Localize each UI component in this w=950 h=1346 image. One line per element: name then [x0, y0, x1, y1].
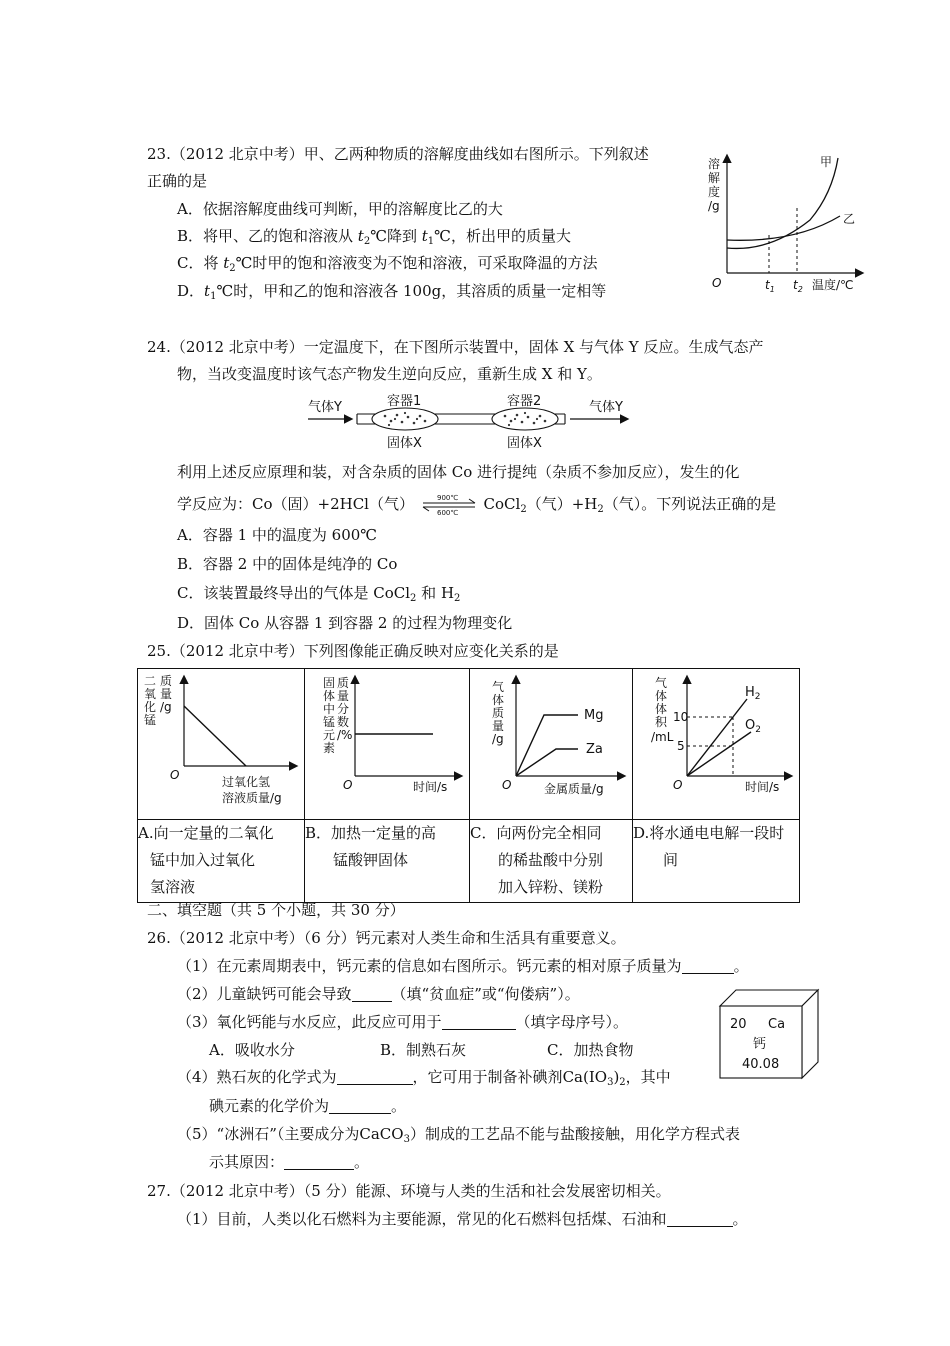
- q25-a-y6: 量: [160, 687, 173, 701]
- q23-t1-label: $t_1$: [765, 278, 775, 294]
- q25-b-y8: 量: [337, 689, 350, 703]
- q25-d-y4: 积: [655, 715, 668, 729]
- q25-table: [137, 668, 800, 903]
- calcium-atomic-mass: 40.08: [742, 1057, 780, 1072]
- q25-a-y3: 化: [144, 700, 157, 714]
- q23-ylabel-2: 解: [708, 171, 721, 185]
- q25-b-y3: 中: [323, 702, 336, 716]
- q25-c-za: Za: [586, 742, 603, 757]
- q26-stem: 26.（2012 北京中考）（6 分）钙元素对人类生命和生活具有重要意义。: [147, 929, 626, 947]
- q23-option-d: [177, 280, 606, 308]
- q24-temp-bottom: 600℃: [436, 509, 458, 515]
- q26-s3-a: （3）氧化钙能与水反应，此反应可用于: [177, 1013, 442, 1031]
- q23-label-jia: 甲: [820, 155, 833, 169]
- q24-option-c-sub2: 2: [454, 593, 461, 604]
- q25-c-y1: 气: [492, 680, 505, 694]
- q27-s1-end: 。: [732, 1210, 748, 1228]
- q23-ylabel-3: 度: [708, 185, 721, 199]
- q25-b-origin: O: [343, 778, 353, 792]
- q26-s2-blank[interactable]: [352, 985, 392, 1002]
- q24-container1-label: 容器1: [387, 394, 422, 409]
- q25-c-y4: 量: [492, 719, 505, 733]
- q26-s4-line2-blank[interactable]: [329, 1097, 391, 1114]
- q26-s5-line2: [209, 1151, 369, 1173]
- q26-s3-blank[interactable]: [442, 1013, 516, 1030]
- q26-s1: [177, 955, 749, 977]
- q26-s5-line2-text: 示其原因：: [209, 1153, 285, 1171]
- q25-d-origin: O: [673, 778, 683, 792]
- calcium-element-cell: [718, 988, 822, 1080]
- q23-curve-jia: [727, 158, 838, 248]
- q24-option-b: B．容器 2 中的固体是纯净的 Co: [177, 555, 398, 573]
- q26-s1-text: （1）在元素周期表中，钙元素的信息如右图所示。钙元素的相对原子质量为: [177, 957, 682, 975]
- q25-caption-d-1: D.将水通电电解一段时: [633, 824, 785, 842]
- q25-d-h2: $H_2$: [745, 685, 761, 702]
- q25-graph-c-mg: [516, 715, 578, 776]
- q24-reaction-cocl: CoCl: [483, 495, 521, 513]
- q25-c-x: 金属质量/g: [544, 782, 604, 796]
- q25-graph-c-cell: [470, 669, 633, 820]
- q25-caption-d: [633, 820, 800, 903]
- q24-solid2-label: 固体X: [507, 436, 542, 451]
- q25-b-y10: 数: [337, 715, 350, 729]
- q25-a-y7: /g: [160, 700, 172, 714]
- q24-container1: [372, 408, 438, 430]
- q23-stem-line1: 23.（2012 北京中考）甲、乙两种物质的溶解度曲线如右图所示。下列叙述: [147, 145, 649, 163]
- q25-graph-d: [633, 669, 799, 815]
- q25-d-y1: 气: [655, 676, 668, 690]
- q24-solid1-label: 固体X: [387, 436, 422, 451]
- q23-origin: O: [712, 276, 722, 290]
- q26-s4-b: ，它可用于制备补碘剂: [412, 1068, 563, 1086]
- q25-a-x1: 过氧化氢: [222, 775, 271, 789]
- q26-s5-b: ）制成的工艺品不能与盐酸接触，用化学方程式表: [409, 1125, 740, 1143]
- q24-para-line2: [177, 493, 776, 521]
- q25-d-o2: $O_2$: [745, 718, 761, 735]
- q25-b-y9: 分: [337, 702, 350, 716]
- q26-s4-line2: [209, 1095, 406, 1117]
- q24-stem-line1: 24.（2012 北京中考）一定温度下，在下图所示装置中，固体 X 与气体 Y 反应。生成气态产: [147, 338, 764, 356]
- q23-option-b-t2: t: [357, 227, 364, 245]
- q26-s4-blank[interactable]: [337, 1068, 413, 1085]
- section2-heading: 二、填空题（共 5 个小题，共 30 分）: [147, 901, 405, 919]
- q26-s4-line2-text: 碘元素的化学价为: [209, 1097, 330, 1115]
- calcium-atomic-number: 20: [730, 1017, 747, 1032]
- q26-s4: [177, 1066, 671, 1094]
- q24-gas-out-label: 气体Y: [589, 400, 623, 415]
- q25-b-y6: 素: [323, 741, 336, 755]
- q23-label-yi: 乙: [843, 212, 856, 226]
- q26-s4-formula-a: Ca(IO: [562, 1068, 608, 1086]
- q25-graph-d-h2: [687, 699, 747, 776]
- q25-graph-d-o2: [687, 732, 751, 776]
- q23-option-c-post: ℃时甲的饱和溶液变为不饱和溶液，可采取降温的方法: [235, 254, 598, 272]
- q24-option-c-sub1: 2: [410, 593, 417, 604]
- q25-graph-a: [138, 669, 304, 815]
- q27-s1: [177, 1208, 748, 1230]
- q27-s1-blank[interactable]: [667, 1210, 733, 1227]
- q25-caption-c-1: C．向两份完全相同: [470, 824, 602, 842]
- q26-s1-blank[interactable]: [682, 957, 734, 974]
- q24-option-a: A．容器 1 中的温度为 600℃: [177, 526, 378, 544]
- q25-caption-a: [138, 820, 305, 903]
- q26-s3-option-c: C．加热食物: [547, 1041, 634, 1059]
- q25-b-y4: 锰: [323, 715, 336, 729]
- q26-s3: [177, 1011, 628, 1033]
- q25-c-y3: 质: [492, 706, 505, 720]
- q23-option-d-t-sub: 1: [210, 291, 217, 302]
- q25-c-y5: /g: [492, 732, 504, 746]
- q23-ylabel-1: 溶: [708, 157, 721, 171]
- q24-temp-top: 900℃: [436, 494, 458, 502]
- q24-stem-line2: 物，当改变温度时该气态产物发生逆向反应，重新生成 X 和 Y。: [177, 365, 602, 383]
- q25-caption-b-1: B．加热一定量的高: [305, 824, 437, 842]
- q24-reaction-end: （气）。下列说法正确的是: [603, 495, 777, 513]
- q25-c-origin: O: [502, 778, 512, 792]
- q23-solubility-graph: [700, 148, 870, 298]
- q23-option-d-t: t: [204, 282, 211, 300]
- q23-option-c-t-sub: 2: [229, 263, 236, 274]
- q25-graph-b: [305, 669, 469, 815]
- q25-caption-c-2: 的稀盐酸中分别: [498, 851, 604, 869]
- q24-container2: [492, 408, 558, 430]
- q23-option-c-pre: C．将: [177, 254, 224, 272]
- q25-stem: 25.（2012 北京中考）下列图像能正确反映对应变化关系的是: [147, 642, 559, 660]
- q25-b-y2: 体: [323, 689, 336, 703]
- q23-ylabel-4: /g: [708, 199, 720, 213]
- q25-d-tick5: 5: [677, 739, 685, 753]
- q25-a-y5: 质: [160, 674, 173, 688]
- q25-a-x2: 溶液质量/g: [222, 791, 282, 805]
- q25-caption-d-2: 间: [663, 851, 679, 869]
- calcium-symbol: Ca: [768, 1017, 786, 1032]
- q26-s4-c: ，其中: [625, 1068, 671, 1086]
- q23-t2-label: $t_2$: [793, 278, 803, 294]
- q25-c-mg: Mg: [584, 708, 604, 723]
- q25-a-y4: 锰: [144, 713, 157, 727]
- q26-s1-end: 。: [733, 957, 749, 975]
- q25-d-y2: 体: [655, 689, 668, 703]
- q26-s2-b: （填“贫血症”或“佝偻病”）。: [391, 985, 580, 1003]
- q25-b-y1: 固: [323, 676, 336, 690]
- q26-s4-formula-sub1: 3: [607, 1077, 614, 1088]
- q23-curve-yi: [727, 216, 840, 240]
- q25-c-y2: 体: [492, 693, 505, 707]
- q26-s5-line2-blank[interactable]: [284, 1153, 354, 1170]
- q23-option-b-mid: ℃降到: [370, 227, 422, 245]
- q25-caption-a-2: 锰中加入过氧化: [150, 851, 256, 869]
- q23-option-d-pre: D．: [177, 282, 205, 300]
- q24-gas-in-label: 气体Y: [308, 400, 342, 415]
- q23-option-b: [177, 225, 571, 253]
- q26-s4-line2-end: 。: [391, 1097, 407, 1115]
- q26-s5-a: （5）“冰洲石”（主要成分为: [177, 1125, 360, 1143]
- q27-stem: 27.（2012 北京中考）（5 分）能源、环境与人类的生活和社会发展密切相关。: [147, 1182, 671, 1200]
- q24-option-c-mid: 和 H: [416, 584, 455, 602]
- q24-para-line1: 利用上述反应原理和装，对含杂质的固体 Co 进行提纯（杂质不参加反应），发生的化: [177, 463, 740, 481]
- q23-xlabel: 温度/℃: [812, 278, 854, 292]
- q26-s5-formula: CaCO: [359, 1125, 404, 1143]
- q25-a-y1: 二: [144, 674, 157, 688]
- q24-sub-cocl2: 2: [520, 504, 527, 515]
- q23-option-c: [177, 252, 597, 280]
- q25-caption-c-3: 加入锌粉、镁粉: [498, 878, 604, 896]
- q25-d-tick10: 10: [673, 710, 689, 724]
- q24-reaction-left: 学反应为：Co（固）+2HCl（气）: [177, 495, 414, 513]
- q26-s4-formula-sub2: 2: [619, 1077, 626, 1088]
- q25-graph-c: [470, 669, 632, 815]
- q23-option-b-pre: B．将甲、乙的饱和溶液从: [177, 227, 358, 245]
- q24-apparatus: [305, 392, 645, 454]
- q23-stem-line2: 正确的是: [147, 172, 208, 190]
- q26-s3-b: （填字母序号）。: [515, 1013, 629, 1031]
- q24-option-d: D．固体 Co 从容器 1 到容器 2 的过程为物理变化: [177, 614, 513, 632]
- q25-b-y5: 元: [323, 728, 336, 742]
- q23-option-a: A．依据溶解度曲线可判断，甲的溶解度比乙的大: [177, 200, 503, 218]
- q26-s5-end: 。: [354, 1153, 370, 1171]
- q24-container2-label: 容器2: [507, 394, 542, 409]
- calcium-name: 钙: [753, 1037, 767, 1052]
- q23-option-b-t2-sub: 2: [363, 236, 371, 247]
- q26-s3-option-a: A．吸收水分: [209, 1041, 295, 1059]
- q25-graph-c-za: [516, 749, 578, 776]
- q25-caption-b: [305, 820, 470, 903]
- q26-s5: [177, 1123, 740, 1151]
- q27-s1-text: （1）目前，人类以化石燃料为主要能源，常见的化石燃料包括煤、石油和: [177, 1210, 667, 1228]
- q23-option-b-t1: t: [421, 227, 428, 245]
- q25-graph-a-line: [184, 706, 246, 766]
- q24-option-c-pre: C．该装置最终导出的气体是 CoCl: [177, 584, 411, 602]
- q25-caption-a-3: 氢溶液: [150, 878, 196, 896]
- q26-s2-a: （2）儿童缺钙可能会导致: [177, 985, 352, 1003]
- q26-s5-sub: 3: [403, 1134, 410, 1145]
- q25-a-y2: 氧: [144, 687, 157, 701]
- q24-reaction-h: （气）+H: [526, 495, 598, 513]
- q25-d-y3: 体: [655, 702, 668, 716]
- q23-option-b-post: ℃，析出甲的质量大: [434, 227, 571, 245]
- q26-s4-formula-b: ): [613, 1068, 620, 1086]
- q26-s4-a: （4）熟石灰的化学式为: [177, 1068, 337, 1086]
- q25-b-x: 时间/s: [413, 780, 448, 794]
- q25-a-origin: O: [170, 768, 180, 782]
- q26-s2: [177, 983, 580, 1005]
- q25-caption-b-2: 锰酸钾固体: [333, 851, 409, 869]
- q25-graph-d-cell: [633, 669, 800, 820]
- q23-option-b-t1-sub: 1: [427, 236, 435, 247]
- q25-caption-c: [470, 820, 633, 903]
- q24-option-c: [177, 582, 460, 610]
- q24-reversible-arrow: [419, 493, 479, 515]
- q25-graph-b-cell: [305, 669, 470, 820]
- q23-option-c-t: t: [223, 254, 230, 272]
- q25-b-y11: /%: [337, 728, 353, 742]
- q25-d-x: 时间/s: [745, 780, 780, 794]
- q25-b-y7: 质: [337, 676, 350, 690]
- q25-graph-a-cell: [138, 669, 305, 820]
- q24-sub-h2: 2: [597, 504, 604, 515]
- q25-caption-a-1: A.向一定量的二氧化: [138, 824, 274, 842]
- q23-option-d-post: ℃时，甲和乙的饱和溶液各 100g，其溶质的质量一定相等: [216, 282, 607, 300]
- q26-s3-option-b: B．制熟石灰: [380, 1041, 467, 1059]
- q25-d-y5: /mL: [651, 730, 674, 744]
